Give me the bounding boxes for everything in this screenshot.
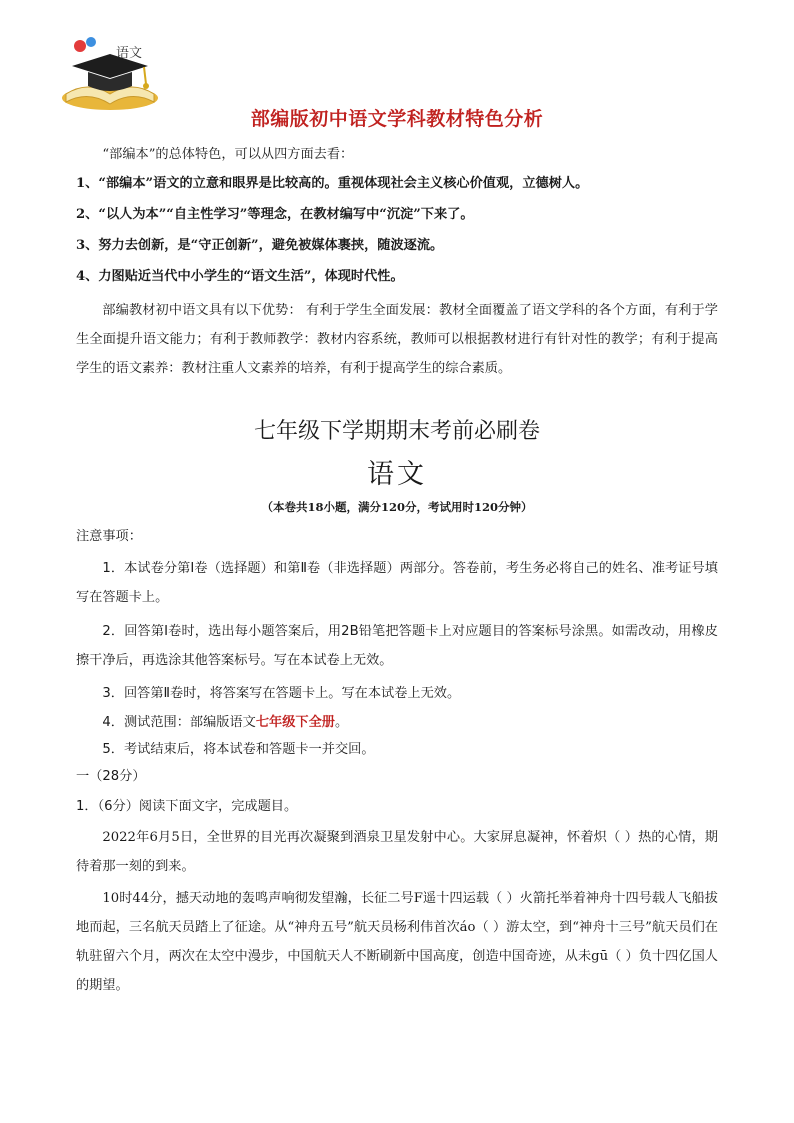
section-heading: 一（28分） <box>76 769 146 784</box>
notice-5: 5．考试结束后，将本试卷和答题卡一并交回。 <box>102 742 375 757</box>
advantages-paragraph: 部编教材初中语文具有以下优势： 有利于学生全面发展：教材全面覆盖了语文学科的各个方面，有利于学生全面提升语文能力；有利于教师教学：教材内容系统，教师可以根据教材进行有针对性的教学；有利于提高学生的语文素养：教材注重人文素养的培养，有利于提高学生的综合素质。 <box>76 303 718 376</box>
logo-text: 语文 <box>116 46 143 61</box>
exam-note: （本卷共18小题，满分120分，考试用时120分钟） <box>261 500 533 514</box>
passage-paragraph-1: 2022年6月5日，全世界的目光再次凝聚到酒泉卫星发射中心。大家屏息凝神，怀着炽（ ）热的心情，期待着那一刻的到来。 <box>76 830 718 874</box>
notice-1: 1．本试卷分第Ⅰ卷（选择题）和第Ⅱ卷（非选择题）两部分。答卷前，考生务必将自己的姓名、准考证号填写在答题卡上。 <box>76 561 718 605</box>
notice-2: 2．回答第Ⅰ卷时，选出每小题答案后，用2B铅笔把答题卡上对应题目的答案标号涂黑。如需改动，用橡皮擦干净后，再选涂其他答案标号。写在本试卷上无效。 <box>76 624 718 668</box>
notice-4-suffix: 。 <box>334 715 349 730</box>
notice-label: 注意事项： <box>76 529 142 544</box>
notice-3: 3．回答第Ⅱ卷时，将答案写在答题卡上。写在本试卷上无效。 <box>102 686 461 701</box>
notice-4 <box>76 708 718 737</box>
notice-4-prefix: 4．测试范围：部编版语文 <box>102 715 256 730</box>
passage-paragraph-2: 10时44分，撼天动地的轰鸣声响彻发望瀚，长征二号F遥十四运载（ ）火箭托举着神舟十四号载人飞船拔地而起，三名航天员踏上了征途。从“神舟五号”航天员杨利伟首次áo（ ）游太空，到“神舟十三号”航天员们在轨驻留六个月，两次在太空中漫步，中国航天人不断刷新中国高度，创造中国奇迹，从未gū（ ）负十四亿国人的期望。 <box>76 891 718 993</box>
point-4: 4、力图贴近当代中小学生的“语文生活”，体现时代性。 <box>76 269 404 284</box>
notice-4-highlight: 七年级下全册 <box>255 715 335 730</box>
logo <box>58 36 162 114</box>
question-1: 1．（6分）阅读下面文字，完成题目。 <box>76 799 298 814</box>
point-2: 2、“以人为本”“自主性学习”等理念，在教材编写中“沉淀”下来了。 <box>76 207 474 222</box>
exam-subject: 语文 <box>367 459 427 490</box>
point-1: 1、“部编本”语文的立意和眼界是比较高的。重视体现社会主义核心价值观，立德树人。 <box>76 176 589 191</box>
exam-title: 七年级下学期期末考前必刷卷 <box>253 419 540 444</box>
graduation-cap-icon <box>58 36 162 114</box>
banner-title: 部编版初中语文学科教材特色分析 <box>250 108 544 130</box>
intro-lead: “部编本”的总体特色，可以从四方面去看： <box>102 147 354 162</box>
point-3: 3、努力去创新，是“守正创新”，避免被媒体裹挟，随波逐流。 <box>76 238 444 253</box>
